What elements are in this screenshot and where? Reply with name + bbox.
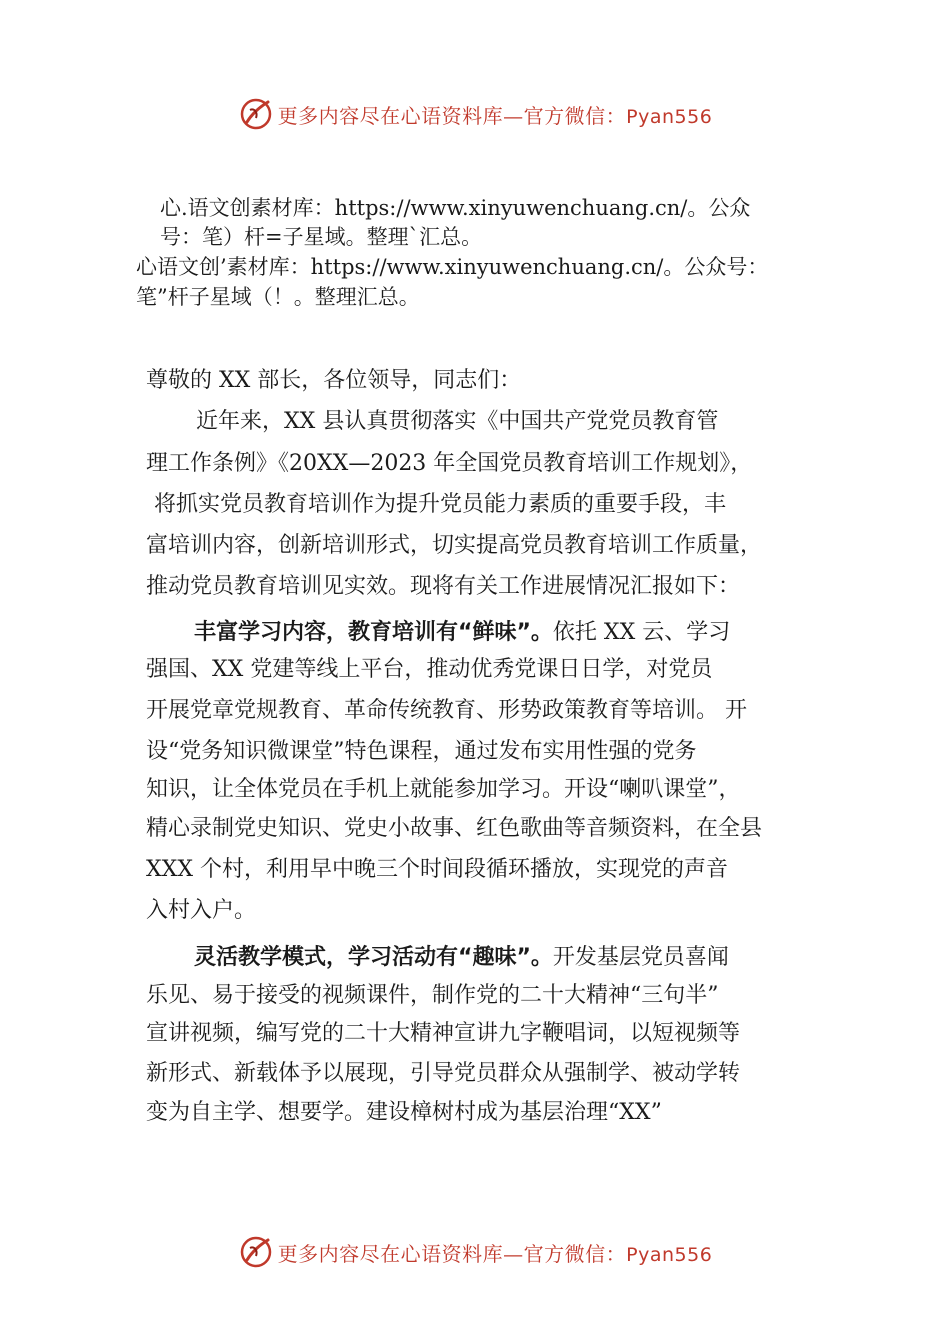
section1-line-4: 设“党务知识微课堂”特色课程，通过发布实用性强的党务 [146, 739, 697, 764]
brush-logo-icon [238, 96, 274, 132]
banner-text: 更多内容尽在心语资料库—官方微信：Pyan556 [277, 1241, 713, 1266]
source-line-1: 心.语文创素材库：https://www.xinyuwenchuang.cn/。公众 [160, 196, 751, 220]
banner-text: 更多内容尽在心语资料库—官方微信：Pyan556 [277, 103, 713, 128]
intro-line-5: 推动党员教育培训见实效。现将有关工作进展情况汇报如下： [146, 574, 741, 599]
header-banner [0, 94, 950, 134]
intro-line-2: 理工作条例》《20XX—2023 年全国党员教育培训工作规划》， [146, 451, 753, 476]
source-line-4: 笔”杆子星域（！。整理汇总。 [136, 285, 420, 309]
section1-line-5: 知识，让全体党员在手机上就能参加学习。开设“喇叭课堂”， [146, 777, 741, 802]
section2-heading: 灵活教学模式，学习活动有“趣味”。 [194, 945, 553, 970]
section1-line-8: 入村入户。 [146, 898, 257, 923]
section2-line-2: 乐见、易于接受的视频课件，制作党的二十大精神“三句半” [146, 983, 719, 1008]
section2-line-5: 变为自主学、想要学。建设樟树村成为基层治理“XX” [146, 1100, 662, 1125]
section1-line-2: 强国、XX 党建等线上平台，推动优秀党课日日学，对党员 [146, 657, 713, 682]
intro-line-4: 富培训内容，创新培训形式，切实提高党员教育培训工作质量， [146, 533, 763, 558]
source-line-3: 心语文创’素材库：https://www.xinyuwenchuang.cn/。公众号： [136, 255, 769, 279]
source-line-2: 号：笔）杆=子星域。整理`汇总。 [160, 225, 483, 249]
section1-line-6: 精心录制党史知识、党史小故事、红色歌曲等音频资料，在全县 [146, 816, 763, 841]
intro-line-1: 近年来，XX 县认真贯彻落实《中国共产党党员教育管 [196, 409, 719, 434]
section1-heading: 丰富学习内容，教育培训有“鲜味”。 [194, 620, 553, 645]
section2-line-4: 新形式、新载体予以展现，引导党员群众从强制学、被动学转 [146, 1061, 741, 1086]
wechat-id: Pyan556 [626, 1243, 713, 1266]
greeting: 尊敬的 XX 部长，各位领导，同志们： [146, 368, 522, 393]
section2-line-1: 灵活教学模式，学习活动有“趣味”。开发基层党员喜闻 [194, 945, 729, 970]
section2-line-3: 宣讲视频，编写党的二十大精神宣讲九字鞭唱词，以短视频等 [146, 1021, 741, 1046]
wechat-id: Pyan556 [626, 105, 713, 128]
brush-logo-icon [238, 1234, 274, 1270]
footer-banner [0, 1232, 950, 1272]
section1-line-3: 开展党章党规教育、革命传统教育、形势政策教育等培训。 开 [146, 698, 747, 723]
section1-line-7: XXX 个村，利用早中晚三个时间段循环播放，实现党的声音 [146, 857, 728, 882]
section1-line-1: 丰富学习内容，教育培训有“鲜味”。依托 XX 云、学习 [194, 620, 731, 645]
intro-line-3: 将抓实党员教育培训作为提升党员能力素质的重要手段，丰 [154, 492, 727, 517]
